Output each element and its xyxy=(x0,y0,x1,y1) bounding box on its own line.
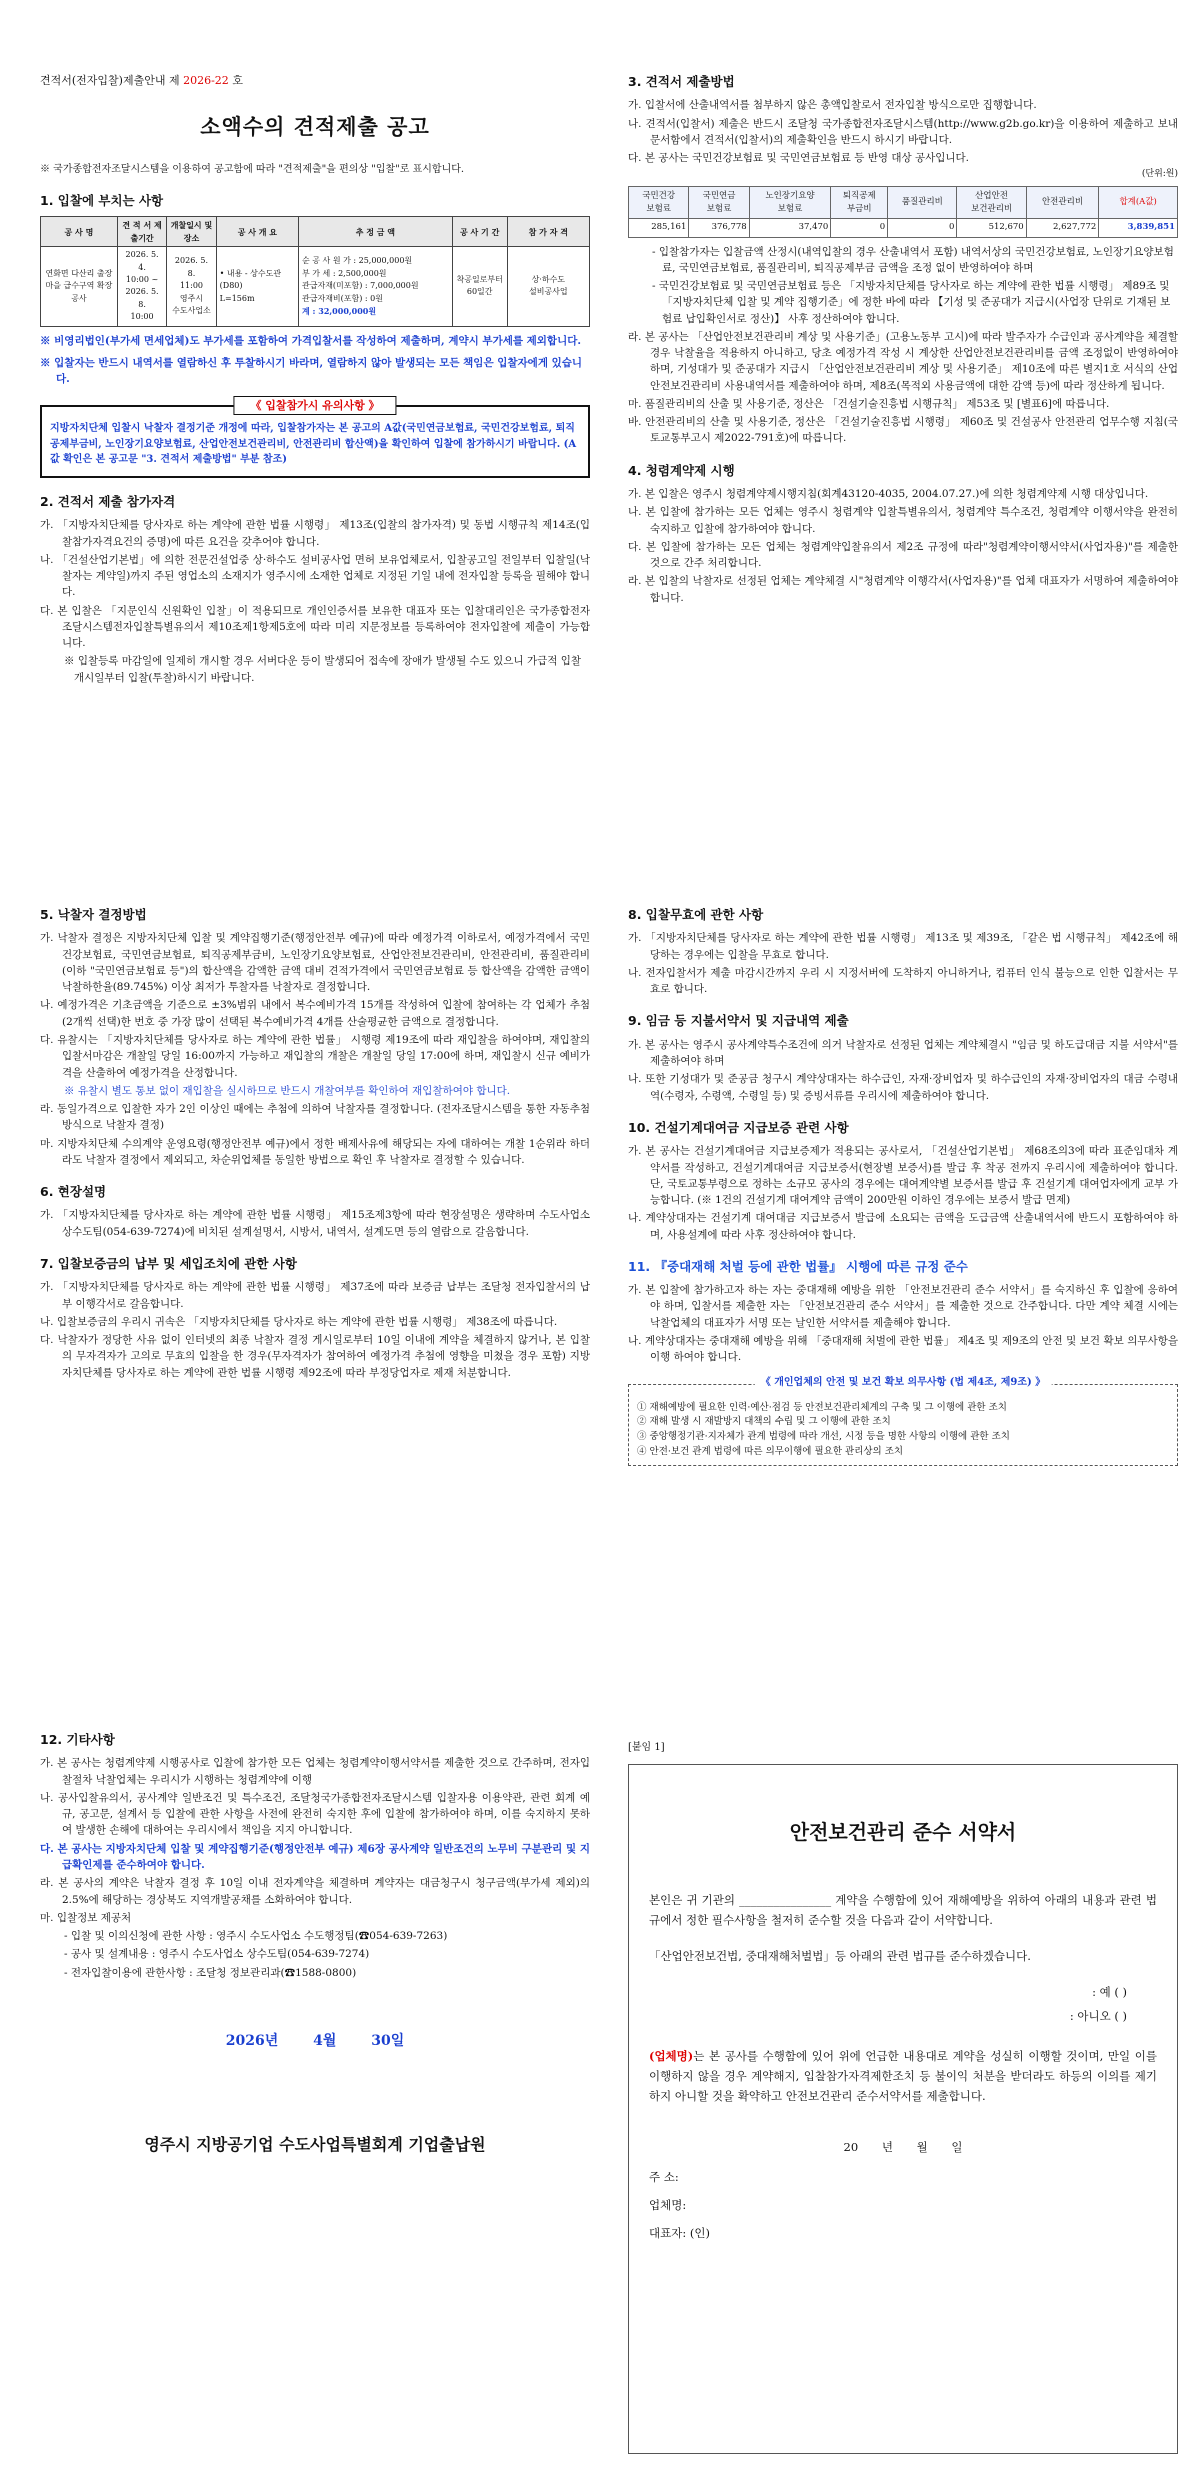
contact-item: - 전자입찰이용에 관한사항 : 조달청 정보관리과(☎1588-0800) xyxy=(64,1966,357,1979)
section-5-item: 마. 지방자치단체 수의계약 운영요령(행정안전부 예규)에서 정한 배제사유에 해당되는 자에 대하여는 개찰 1순위라 하더라도 낙찰자 결정에서 제외되고, 차순위업체를 동일한 방법으로 확인 후 낙찰자로 결정할 수 있습니다. xyxy=(40,1137,590,1166)
section-5-item: 나. 예정가격은 기초금액을 기준으로 ±3%범위 내에서 복수예비가격 15개를 작성하여 입찰에 참여하는 각 업체가 추첨(2개씩 선택)한 번호 중 가장 많이 선택된 복수예비가격 4개를 산술평균한 금액으로 결정합니다. xyxy=(40,999,590,1028)
section-2-heading: 2. 견적서 제출 참가자격 xyxy=(40,493,176,509)
cell-open: 2026. 5. 8. 11:00 영주시 수도사업소 xyxy=(167,247,216,326)
cell-qual: 상·하수도 설비공사업 xyxy=(507,247,589,326)
option-yes[interactable]: : 예 ( ) xyxy=(1092,1984,1127,1999)
table-header: 견 적 서 제출기간 xyxy=(117,217,166,247)
table-row xyxy=(41,247,590,326)
warning-vat: ※ 비영리법인(부가세 면세업체)도 부가세를 포함하여 가격입찰서를 작성하여 제출하며, 계약시 부가세를 제외합니다. xyxy=(40,334,582,347)
section-3-note: - 국민건강보험료 및 국민연금보험료 등은 「지방자치단체를 당사자로 하는 계약에 관한 법률 시행령」 제89조 및 「지방자치단체 입찰 및 계약 집행기준」에 정한 바에 따라 【기성 및 준공대가 지급시(사업장 단위로 기재된 보험료 납입확인서로 정산)】 사후 정산하여야 합니다. xyxy=(652,280,1171,325)
caution-text: 지방자치단체 입찰시 낙찰자 결정기준 개정에 따라, 입찰참가자는 본 공고의 A값(국민연금보험료, 국민건강보험료, 퇴직공제부금비, 노인장기요양보험료, 산업안전보건관리비, 안전관리비 합산액)을 확인하여 입찰에 참가하시기 바랍니다. (A값 확인은 본 공고문 "3. 견적서 제출방법" 부분 참조) xyxy=(50,423,577,466)
section-3-note: - 입찰참가자는 입찰금액 산정시(내역입찰의 경우 산출내역서 포함) 내역서상의 국민건강보험료, 노인장기요양보험료, 국민연금보험료, 품질관리비, 퇴직공제부금 금액을 조정 없이 반영하여야 하며 xyxy=(652,245,1174,274)
section-4-heading: 4. 청렴계약제 시행 xyxy=(628,462,735,478)
contact-item: - 공사 및 설계내용 : 영주시 수도사업소 상수도팀(054-639-7274) xyxy=(64,1948,370,1961)
section-7-item: 다. 낙찰자가 정당한 사유 없이 인터넷의 최종 낙찰자 결정 게시일로부터 10일 이내에 계약을 체결하지 않거나, 본 입찰의 무자격자가 고의로 무효의 입찰을 한 경우(무자격자가 참여하여 예정가격 추첨에 영향을 미쳤을 경우 포함) 지방자치단체를 당사자로 하는 계약에 관한 법률 시행령 제92조에 따라 부정당업자로 제재 처분합니다. xyxy=(40,1334,590,1379)
section-4-item: 나. 본 입찰에 참가하는 모든 업체는 영주시 청렴계약 입찰특별유의서, 청렴계약 특수조건, 청렴계약 이행서약을 완전히 숙지하고 입찰에 참가하여야 합니다. xyxy=(628,506,1178,535)
intro-note: ※ 국가종합전자조달시스템을 이용하여 공고함에 따라 "견적제출"을 편의상 "입찰"로 표시합니다. xyxy=(40,163,465,175)
section-11-item: 가. 본 입찰에 참가하고자 하는 자는 중대재해 예방을 위한 「안전보건관리 준수 서약서」를 숙지하신 후 입찰에 응하여야 하며, 입찰서를 제출한 자는 「안전보건관리 준수 서약서」를 제출한 것으로 간주합니다. 다만 계약 체결 시에는 낙찰업체의 대표자가 서명 또는 날인한 서약서를 제출해야 합니다. xyxy=(628,1284,1178,1329)
section-7-item: 나. 입찰보증금의 우리시 귀속은 「지방자치단체를 당사자로 하는 계약에 관한 법률 시행령」 제38조에 따릅니다. xyxy=(40,1315,558,1328)
section-3-item: 다. 본 공사는 국민건강보험료 및 국민연금보험료 등 반영 대상 공사입니다. xyxy=(628,152,970,165)
table-cell: 285,161 xyxy=(629,219,689,237)
section-12-item: 마. 입찰정보 제공처 xyxy=(40,1911,132,1924)
pledge-title: 안전보건관리 준수 서약서 xyxy=(789,1819,1017,1844)
section-12-heading: 12. 기타사항 xyxy=(40,1732,115,1747)
table-header: 합계(A값) xyxy=(1099,187,1178,219)
section-7-item: 가. 「지방자치단체를 당사자로 하는 계약에 관한 법률 시행령」 제37조에 따라 보증금 납부는 조달청 전자입찰서의 납부 이행각서로 갈음합니다. xyxy=(40,1281,590,1310)
section-3-item: 라. 본 공사는 「산업안전보건관리비 계상 및 사용기준」(고용노동부 고시)에 따라 발주자가 수급인과 공사계약을 체결할 경우 낙찰율을 적용하지 아니하고, 당초 예정가격 작성 시 계상한 산업안전보건관리비를 금액 조정없이 반영하여야 하며, 기성대가 및 준공대가 지급시 「산업안전보건관리비 계상 및 사용기준」 제10조에 따른 별지1호 서식의 산업안전보건관리비 사용내역서를 제출하여야 하며, 제8조(목적외 사용금액에 대한 감액 등)에 따라 정산하게 됩니다. xyxy=(628,330,1178,392)
section-3-heading: 3. 견적서 제출방법 xyxy=(628,74,735,89)
notice-date: 2026년 4월 30일 xyxy=(225,2032,405,2049)
section-10-heading: 10. 건설기계대여금 지급보증 관련 사항 xyxy=(628,1119,849,1135)
section-5-heading: 5. 낙찰자 결정방법 xyxy=(40,907,147,922)
section-2-note: ※ 입찰등록 마감일에 일제히 개시할 경우 서버다운 등이 발생되어 접속에 장애가 발생될 수도 있으니 가급적 입찰 개시일부터 입찰(투찰)하시기 바랍니다. xyxy=(64,655,581,684)
table-header: 공 사 개 요 xyxy=(216,217,298,247)
table-header: 안전관리비 xyxy=(1026,187,1099,219)
obligation-item: ② 재해 발생 시 재발방지 대책의 수립 및 그 이행에 관한 조치 xyxy=(637,1416,891,1428)
table-header: 참 가 자 격 xyxy=(507,217,589,247)
section-4-item: 라. 본 입찰의 낙찰자로 선정된 업체는 계약체결 시"청렴계약 이행각서(사업자용)"를 업체 대표자가 서명하여 제출하여야 합니다. xyxy=(628,575,1178,604)
pledge-para: 「산업안전보건법, 중대재해처벌법」등 아래의 관련 법규를 준수하겠습니다. xyxy=(649,1948,1031,1963)
table-cell: 0 xyxy=(888,219,957,237)
section-12-item: 라. 본 공사의 계약은 낙찰자 결정 후 10일 이내 전자계약을 체결하며 계약자는 대금청구시 청구금액(부가세 제외)의 2.5%에 해당하는 경상북도 지역개발공채를 소화하여야 합니다. xyxy=(40,1877,590,1906)
attachment-label: [붙임 1] xyxy=(628,1742,665,1753)
table-header: 퇴직공제 부금비 xyxy=(831,187,888,219)
company-placeholder: (업체명) xyxy=(649,2049,694,2064)
section-6-item: 가. 「지방자치단체를 당사자로 하는 계약에 관한 법률 시행령」 제15조제3항에 따라 현장설명은 생략하며 수도사업소 상수도팀(054-639-7274)에 비치된 설계설명서, 시방서, 내역서, 설계도면 등의 열람으로 갈음합니다. xyxy=(40,1209,590,1238)
section-12-item: 다. 본 공사는 지방자치단체 입찰 및 계약집행기준(행정안전부 예규) 제6장 공사계약 일반조건의 노무비 구분관리 및 지급확인제를 준수하여야 합니다. xyxy=(40,1842,590,1871)
doc-number: 견적서(전자입찰)제출안내 제 2026-22 호 xyxy=(40,74,243,87)
section-4-item: 가. 본 입찰은 영주시 청렴계약제시행지침(회계43120-4035, 2004.07.27.)에 의한 청렴계약제 시행 대상입니다. xyxy=(628,488,1149,501)
page-title: 소액수의 견적제출 공고 xyxy=(200,115,430,140)
section-9-item: 가. 본 공사는 영주시 공사계약특수조건에 의거 낙찰자로 선정된 업체는 계약체결시 "임금 및 하도급대금 지불 서약서"를 제출하여야 하며 xyxy=(628,1038,1178,1068)
section-9-heading: 9. 임금 등 지불서약서 및 지급내역 제출 xyxy=(628,1013,849,1029)
section-12-item: 가. 본 공사는 청렴계약제 시행공사로 입찰에 참가한 모든 업체는 청렴계약이행서약서를 제출한 것으로 간주하며, 전자입찰절차 낙찰업체는 우리시가 시행하는 청렴계약에 이행 xyxy=(40,1757,590,1786)
section-5-item: 가. 낙찰자 결정은 지방자치단체 입찰 및 계약집행기준(행정안전부 예규)에 따라 예정가격 이하로서, 예정가격에서 국민건강보험료, 국민연금보험료, 퇴직공제부금비, 노인장기요양보험료, 산업안전보건관리비, 안전관리비, 품질관리비(이하 "국민연금보험료 등")의 합산액을 감액한 금액 대비 견적가격에서 국민연금보험료 등 합산액을 감액한 금액이 낙찰하한율(89.745%) 이상 최저가 투찰자를 낙찰자로 결정합니다. xyxy=(40,932,590,994)
section-10-item: 나. 계약상대자는 건설기계 대여대금 지급보증서 발급에 소요되는 금액을 도급금액 산출내역서에 반드시 포함하여야 하며, 사용설계에 따라 사후 정산하여야 합니다. xyxy=(628,1212,1178,1241)
option-no[interactable]: : 아니오 ( ) xyxy=(1069,2009,1127,2023)
cell-period: 2026. 5. 4. 10:00 ~ 2026. 5. 8. 10:00 xyxy=(117,247,166,326)
table-cell: 2,627,772 xyxy=(1026,219,1099,237)
signature-block xyxy=(649,2167,1157,2243)
pledge-para: 본인은 귀 기관의 ________________ 계약을 수행함에 있어 재해예방을 위하여 아래의 내용과 관련 법규에서 정한 필수사항을 철저히 준수할 것을 다음과 같이 서약합니다. xyxy=(649,1892,1157,1927)
section-5-item: 라. 동일가격으로 입찰한 자가 2인 이상인 때에는 추첨에 의하여 낙찰자를 결정합니다. (전자조달시스템을 통한 자동추첨방식으로 낙찰자 결정) xyxy=(40,1103,590,1132)
table-cell: 3,839,851 xyxy=(1099,219,1178,237)
table-header: 공 사 명 xyxy=(41,217,118,247)
table-header: 국민연금 보험료 xyxy=(689,187,749,219)
page-4 xyxy=(628,905,1178,1466)
table-header: 노인장기요양 보험료 xyxy=(749,187,831,219)
cell-name: 연화면 다산리 출장마을 급수구역 확장공사 xyxy=(41,247,118,326)
table-row xyxy=(629,219,1178,237)
table-header: 공 사 기 간 xyxy=(452,217,507,247)
obligation-item: ③ 중앙행정기관·지자체가 관계 법령에 따라 개선, 시정 등을 명한 사항의 이행에 관한 조치 xyxy=(637,1430,1010,1442)
table-header-row xyxy=(629,187,1178,219)
section-11-heading: 11. 『중대재해 처벌 등에 관한 법률』 시행에 따른 규정 준수 xyxy=(628,1258,968,1274)
section-3-item: 가. 입찰서에 산출내역서를 첨부하지 않은 총액입찰로서 전자입찰 방식으로만 집행합니다. xyxy=(628,99,1037,112)
obligation-label: 《 개인업체의 안전 및 보건 확보 의무사항 (법 제4조, 제9조) 》 xyxy=(755,1375,1052,1391)
section-2-item: 다. 본 입찰은 「지문인식 신원확인 입찰」이 적용되므로 개인인증서를 보유한 대표자 또는 입찰대리인은 국가종합전자조달시스템전자입찰특별유의서 제10조제1항제5호에 따라 미리 지문정보를 등록하여야 전자입찰에 제출이 가능합니다. xyxy=(40,604,590,650)
section-5-note: ※ 유찰시 별도 통보 없이 재입찰을 실시하므로 반드시 개찰여부를 확인하여 재입찰하여야 합니다. xyxy=(64,1084,511,1097)
table-cell: 512,670 xyxy=(957,219,1026,237)
warning-review: ※ 입찰자는 반드시 내역서를 열람하신 후 투찰하시기 바라며, 열람하지 않아 발생되는 모든 책임은 입찰자에게 있습니다. xyxy=(40,356,583,386)
page-3 xyxy=(40,905,590,1383)
section-3-item: 바. 안전관리비의 산출 및 사용기준, 정산은 「건설기술진흥법 시행령」 제60조 및 건설공사 안전관리 업무수행 지침(국토교통부고시 제2022-791호)에 따릅니다. xyxy=(628,416,1178,445)
address-field[interactable]: 주 소: xyxy=(649,2169,679,2184)
section-8-item: 가. 「지방자치단체를 당사자로 하는 계약에 관한 법률 시행령」 제13조 및 제39조, 「같은 법 시행규칙」 제42조에 해당하는 경우에는 입찰을 무효로 합니다. xyxy=(628,932,1178,961)
table-cell: 0 xyxy=(831,219,888,237)
obligation-item: ④ 안전·보건 관계 법령에 따른 의무이행에 필요한 관리상의 조치 xyxy=(637,1445,904,1457)
table-cell: 37,470 xyxy=(749,219,831,237)
table-header: 품질관리비 xyxy=(888,187,957,219)
representative-field[interactable]: 대표자: (인) xyxy=(649,2225,710,2240)
section-7-heading: 7. 입찰보증금의 납부 및 세입조치에 관한 사항 xyxy=(40,1256,297,1271)
pledge-para: (업체명)는 본 공사를 수행함에 있어 위에 언급한 내용대로 계약을 성실히 이행할 것이며, 만일 이를 이행하지 않을 경우 계약해지, 입찰참가자격제한조치 등 불이익 처분을 받더라도 하등의 이의를 제기하지 아니할 것을 확약하고 안전보건관리 준수서약서를 제출합니다. xyxy=(649,2049,1157,2104)
doc-number-value: 2026-22 xyxy=(183,74,229,87)
a-value-table xyxy=(628,186,1178,237)
unit-label: (단위:원) xyxy=(1141,169,1178,180)
table-header: 개찰일시 및 장소 xyxy=(167,217,216,247)
section-6-heading: 6. 현장설명 xyxy=(40,1184,107,1200)
section-11-item: 나. 계약상대자는 중대재해 예방을 위해 「중대재해 처벌에 관한 법률」 제4조 및 제9조의 안전 및 보건 확보 의무사항을 이행 하여야 합니다. xyxy=(628,1335,1178,1364)
section-3-item: 마. 품질관리비의 산출 및 사용기준, 정산은 「건설기술진흥법 시행규칙」 제53조 및 [별표6]에 따릅니다. xyxy=(628,397,1110,410)
issuer: 영주시 지방공기업 수도사업특별회계 기업출납원 xyxy=(144,2134,486,2154)
caution-label: 《 입찰참가시 유의사항 》 xyxy=(233,396,396,415)
table-header: 국민건강 보험료 xyxy=(629,187,689,219)
section-8-item: 나. 전자입찰서가 제출 마감시간까지 우리 시 지정서버에 도착하지 아니하거나, 컴퓨터 인식 불능으로 인한 입찰서는 무효로 합니다. xyxy=(628,966,1178,996)
obligation-box xyxy=(628,1376,1178,1467)
company-field[interactable]: 업체명: xyxy=(649,2197,687,2212)
page-1 xyxy=(40,72,590,688)
section-10-item: 가. 본 공사는 건설기계대여금 지급보증제가 적용되는 공사로서, 「건설산업기본법」 제68조의3에 따라 표준임대차 계약서를 작성하고, 건설기계대여금 지급보증서(현장별 보증서)를 발급 후 착공 전까지 우리시에 제출하여야 합니다. 단, 국토교통부령으로 정하는 소규모 공사의 경우에는 대여계약별 보증서를 발급 후 건설기계 대여업자에게 교부 가능합니다. (※ 1건의 건설기계 대여계약 금액이 200만원 이하인 경우에는 보증서 발급 면제) xyxy=(628,1145,1178,1207)
pledge-date: 20 년 월 일 xyxy=(843,2139,963,2154)
pledge-form xyxy=(628,1764,1178,2454)
section-9-item: 나. 또한 기성대가 및 준공금 청구시 계약상대자는 하수급인, 자재·장비업자 및 하수급인의 자재·장비업자의 대금 수령내역(수령자, 수령액, 수령일 등) 및 증빙서류를 우리시에 제출하여야 합니다. xyxy=(628,1073,1178,1102)
section-8-heading: 8. 입찰무효에 관한 사항 xyxy=(628,907,764,922)
cell-term: 착공일로부터 60일간 xyxy=(452,247,507,326)
page-2 xyxy=(628,72,1178,608)
bid-table xyxy=(40,216,590,326)
table-cell: 376,778 xyxy=(689,219,749,237)
section-4-item: 다. 본 입찰에 참가하는 모든 업체는 청렴계약입찰유의서 제2조 규정에 따라"청렴계약이행서약서(사업자용)"를 제출한 것으로 간주 처리합니다. xyxy=(628,540,1178,570)
section-2-item: 가. 「지방자치단체를 당사자로 하는 계약에 관한 법률 시행령」 제13조(입찰의 참가자격) 및 동법 시행규칙 제14조(입찰참가자격요건의 증명)에 따른 요건을 갖추어야 합니다. xyxy=(40,519,590,548)
caution-box xyxy=(40,399,590,478)
section-1-heading: 1. 입찰에 부치는 사항 xyxy=(40,193,164,209)
cell-summary: • 내용 - 상수도관(D80) L=156m xyxy=(216,247,298,326)
page-5 xyxy=(40,1730,590,2157)
section-5-item: 다. 유찰시는 「지방자치단체를 당사자로 하는 계약에 관한 법률」 시행령 제19조에 따라 재입찰을 하여야며, 재입찰의 입찰서마감은 개찰일 당일 16:00까지 가능하고 재입찰의 개찰은 개찰일 당일 17:00에 하며, 재입찰시 신규 예비가격을 산출하여 예정가격을 산정합니다. xyxy=(40,1033,590,1079)
page-6 xyxy=(628,1730,1178,2454)
cell-amounts: 순 공 사 원 가 : 25,000,000원 부 가 세 : 2,500,000원 관급자재(미포함) : 7,000,000원 관급자재비(포함) : 0원 계 : 32,000,000원 xyxy=(299,247,453,326)
section-2-item: 나. 「건설산업기본법」에 의한 전문건설업중 상·하수도 설비공사업 면허 보유업체로서, 입찰공고일 전일부터 입찰일(낙찰자는 계약일)까지 주된 영업소의 소재지가 영주시에 소재한 업체로 지정된 기일 내에 전자입찰 등록을 필해야 합니다. xyxy=(40,553,590,599)
table-header-row xyxy=(41,217,590,247)
table-header: 추 정 금 액 xyxy=(299,217,453,247)
obligation-item: ① 재해예방에 필요한 인력·예산·점검 등 안전보건관리체계의 구축 및 그 이행에 관한 조치 xyxy=(637,1401,1007,1413)
section-12-item: 나. 공사입찰유의서, 공사계약 일반조건 및 특수조건, 조달청국가종합전자조달시스템 입찰자용 이용약관, 관련 회계 예규, 공고문, 설계서 등 입찰에 관한 사항을 사전에 완전히 숙지한 후에 입찰에 참가하여야 하며, 이를 숙지하지 못하여 발생한 손해에 대하여는 우리시에서 책임을 지지 아니합니다. xyxy=(40,1791,590,1837)
table-header: 산업안전 보건관리비 xyxy=(957,187,1026,219)
section-3-item: 나. 견적서(입찰서) 제출은 반드시 조달청 국가종합전자조달시스템(http://www.g2b.go.kr)을 이용하여 제출하고 보내 문서함에서 견적서(입찰서)의 제출확인을 반드시 하시기 바랍니다. xyxy=(628,117,1178,146)
contact-item: - 입찰 및 이의신청에 관한 사항 : 영주시 수도사업소 수도행정팀(☎054-639-7263) xyxy=(64,1930,448,1943)
